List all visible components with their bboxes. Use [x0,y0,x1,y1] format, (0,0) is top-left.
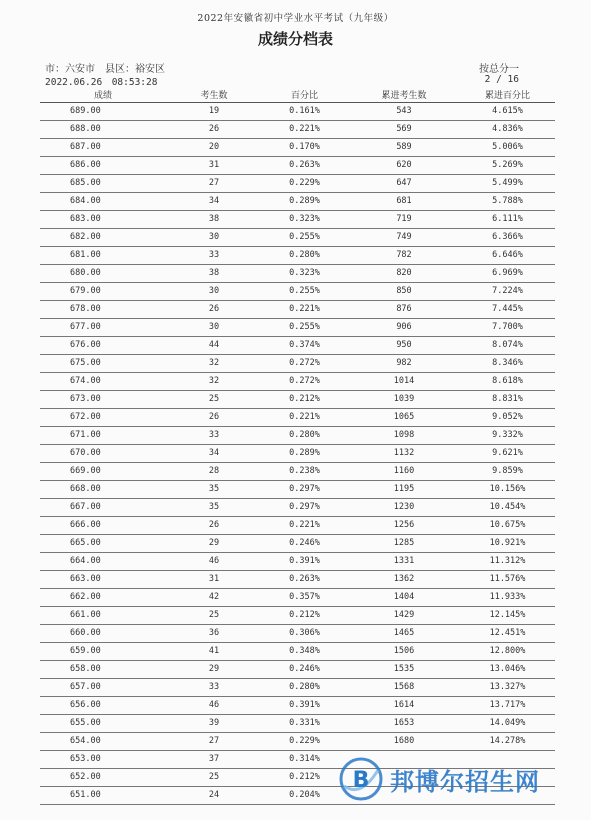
percent-cell: 0.221% [261,301,348,319]
cumulative-count-cell: 1506 [348,643,460,661]
score-cell: 676.00 [40,337,167,355]
score-cell: 682.00 [40,229,167,247]
count-cell: 26 [167,517,261,535]
percent-cell: 0.280% [261,427,348,445]
cumulative-percent-cell: 13.717% [460,697,555,715]
score-cell: 681.00 [40,247,167,265]
score-cell: 674.00 [40,373,167,391]
table-row [40,103,555,121]
cumulative-count-cell: 1465 [348,625,460,643]
cumulative-count-cell: 1039 [348,391,460,409]
sort-note: 按总分一 [479,64,519,75]
cumulative-percent-cell: 10.454% [460,499,555,517]
cumulative-percent-cell: 9.859% [460,463,555,481]
cumulative-percent-cell: 9.332% [460,427,555,445]
cumulative-percent-cell: 8.831% [460,391,555,409]
cumulative-percent-cell: 10.156% [460,481,555,499]
table-row [40,157,555,175]
percent-cell: 0.229% [261,175,348,193]
count-cell: 26 [167,409,261,427]
cumulative-percent-cell: 11.312% [460,553,555,571]
count-cell: 27 [167,733,261,751]
percent-cell: 0.289% [261,445,348,463]
count-cell: 24 [167,787,261,805]
table-row [40,139,555,157]
count-cell: 25 [167,607,261,625]
percent-cell: 0.297% [261,499,348,517]
count-cell: 36 [167,625,261,643]
table-row [40,391,555,409]
score-cell: 659.00 [40,643,167,661]
column-header-cumulative-count: 累进考生数 [348,86,460,103]
cumulative-percent-cell: 12.800% [460,643,555,661]
count-cell: 25 [167,769,261,787]
percent-cell: 0.348% [261,643,348,661]
percent-cell: 0.246% [261,661,348,679]
count-cell: 19 [167,103,261,121]
percent-cell: 0.297% [261,481,348,499]
cumulative-percent-cell: 5.499% [460,175,555,193]
count-cell: 31 [167,157,261,175]
cumulative-percent-cell: 4.615% [460,103,555,121]
score-cell: 653.00 [40,751,167,769]
cumulative-count-cell: 1195 [348,481,460,499]
count-cell: 27 [167,175,261,193]
table-row [40,337,555,355]
score-cell: 671.00 [40,427,167,445]
table-row [40,265,555,283]
cumulative-percent-cell: 10.675% [460,517,555,535]
score-cell: 685.00 [40,175,167,193]
percent-cell: 0.161% [261,103,348,121]
cumulative-percent-cell: 6.111% [460,211,555,229]
count-cell: 29 [167,535,261,553]
score-cell: 666.00 [40,517,167,535]
score-cell: 672.00 [40,409,167,427]
count-cell: 30 [167,229,261,247]
count-cell: 38 [167,211,261,229]
percent-cell: 0.272% [261,373,348,391]
watermark [338,754,578,804]
table-row [40,733,555,751]
watermark-logo-letter: B [352,768,370,793]
percent-cell: 0.314% [261,751,348,769]
cumulative-percent-cell: 11.933% [460,589,555,607]
count-cell: 30 [167,283,261,301]
percent-cell: 0.221% [261,517,348,535]
cumulative-percent-cell: 5.788% [460,193,555,211]
cumulative-count-cell: 982 [348,355,460,373]
count-cell: 28 [167,463,261,481]
percent-cell: 0.280% [261,679,348,697]
cumulative-count-cell: 1535 [348,661,460,679]
percent-cell: 0.255% [261,319,348,337]
percent-cell: 0.255% [261,283,348,301]
cumulative-percent-cell: 8.346% [460,355,555,373]
table-row [40,211,555,229]
cumulative-count-cell: 647 [348,175,460,193]
cumulative-count-cell: 620 [348,157,460,175]
percent-cell: 0.170% [261,139,348,157]
cumulative-percent-cell: 7.445% [460,301,555,319]
score-cell: 657.00 [40,679,167,697]
percent-cell: 0.323% [261,265,348,283]
cumulative-count-cell: 950 [348,337,460,355]
score-cell: 675.00 [40,355,167,373]
cumulative-percent-cell: 4.836% [460,121,555,139]
table-row [40,409,555,427]
score-cell: 652.00 [40,769,167,787]
cumulative-percent-cell: 14.049% [460,715,555,733]
location-label: 市：六安市 县区：裕安区 [45,64,165,75]
count-cell: 32 [167,355,261,373]
percent-cell: 0.323% [261,211,348,229]
table-row [40,643,555,661]
percent-cell: 0.331% [261,715,348,733]
count-cell: 42 [167,589,261,607]
table-header-row [40,86,555,103]
cumulative-count-cell: 850 [348,283,460,301]
table-row [40,229,555,247]
cumulative-percent-cell: 10.921% [460,535,555,553]
score-cell: 660.00 [40,625,167,643]
count-cell: 25 [167,391,261,409]
cumulative-count-cell: 1568 [348,679,460,697]
column-header-cumulative-percent: 累进百分比 [460,86,555,103]
score-cell: 667.00 [40,499,167,517]
percent-cell: 0.229% [261,733,348,751]
table-row [40,607,555,625]
cumulative-count-cell: 820 [348,265,460,283]
table-row [40,625,555,643]
cumulative-count-cell: 1132 [348,445,460,463]
percent-cell: 0.212% [261,607,348,625]
cumulative-count-cell: 1331 [348,553,460,571]
page-title: 成绩分档表 [257,30,333,48]
score-cell: 664.00 [40,553,167,571]
score-cell: 656.00 [40,697,167,715]
table-row [40,445,555,463]
score-cell: 662.00 [40,589,167,607]
table-row [40,463,555,481]
count-cell: 34 [167,193,261,211]
cumulative-count-cell: 1404 [348,589,460,607]
table-row [40,283,555,301]
score-cell: 668.00 [40,481,167,499]
cumulative-percent-cell: 7.224% [460,283,555,301]
column-header-percent: 百分比 [261,86,348,103]
count-cell: 41 [167,643,261,661]
cumulative-percent-cell: 14.278% [460,733,555,751]
percent-cell: 0.289% [261,193,348,211]
score-cell: 687.00 [40,139,167,157]
cumulative-count-cell: 543 [348,103,460,121]
cumulative-count-cell: 1160 [348,463,460,481]
score-cell: 677.00 [40,319,167,337]
count-cell: 44 [167,337,261,355]
cumulative-count-cell: 1429 [348,607,460,625]
score-cell: 689.00 [40,103,167,121]
score-cell: 684.00 [40,193,167,211]
cumulative-percent-cell: 13.046% [460,661,555,679]
datetime-label: 2022.06.26 08:53:28 [45,77,158,88]
cumulative-count-cell: 681 [348,193,460,211]
count-cell: 33 [167,679,261,697]
table-body [40,103,555,805]
table-row [40,319,555,337]
percent-cell: 0.204% [261,787,348,805]
cumulative-count-cell: 1230 [348,499,460,517]
cumulative-percent-cell: 6.646% [460,247,555,265]
cumulative-percent-cell: 6.366% [460,229,555,247]
count-cell: 20 [167,139,261,157]
percent-cell: 0.246% [261,535,348,553]
percent-cell: 0.212% [261,391,348,409]
count-cell: 46 [167,697,261,715]
cumulative-percent-cell: 8.618% [460,373,555,391]
column-header-score: 成绩 [40,86,167,103]
table-row [40,247,555,265]
score-cell: 654.00 [40,733,167,751]
count-cell: 29 [167,661,261,679]
table-row [40,301,555,319]
table-row [40,571,555,589]
cumulative-percent-cell: 7.700% [460,319,555,337]
score-cell: 665.00 [40,535,167,553]
table-row [40,517,555,535]
table-row [40,499,555,517]
cumulative-count-cell: 782 [348,247,460,265]
score-cell: 686.00 [40,157,167,175]
exam-header: 2022年安徽省初中学业水平考试（九年级） [197,13,394,24]
cumulative-count-cell: 1285 [348,535,460,553]
table-row [40,679,555,697]
cumulative-count-cell: 876 [348,301,460,319]
percent-cell: 0.272% [261,355,348,373]
table-row [40,427,555,445]
count-cell: 26 [167,121,261,139]
column-header-count: 考生数 [167,86,261,103]
score-cell: 658.00 [40,661,167,679]
watermark-text: 邦博尔招生网 [390,767,540,796]
count-cell: 34 [167,445,261,463]
cumulative-count-cell: 749 [348,229,460,247]
cumulative-percent-cell: 12.451% [460,625,555,643]
percent-cell: 0.306% [261,625,348,643]
percent-cell: 0.221% [261,409,348,427]
watermark-logo-icon [338,756,384,802]
score-cell: 679.00 [40,283,167,301]
table-row [40,373,555,391]
table-row [40,589,555,607]
cumulative-percent-cell: 6.969% [460,265,555,283]
table-row [40,553,555,571]
score-cell: 663.00 [40,571,167,589]
percent-cell: 0.212% [261,769,348,787]
cumulative-percent-cell: 8.074% [460,337,555,355]
cumulative-count-cell: 1680 [348,733,460,751]
score-cell: 651.00 [40,787,167,805]
count-cell: 35 [167,499,261,517]
cumulative-count-cell: 1014 [348,373,460,391]
cumulative-percent-cell: 11.576% [460,571,555,589]
page-number: 2 / 16 [484,74,519,85]
percent-cell: 0.238% [261,463,348,481]
cumulative-count-cell: 1614 [348,697,460,715]
cumulative-count-cell: 1098 [348,427,460,445]
score-cell: 688.00 [40,121,167,139]
percent-cell: 0.263% [261,157,348,175]
count-cell: 31 [167,571,261,589]
cumulative-percent-cell: 9.052% [460,409,555,427]
count-cell: 33 [167,427,261,445]
table-row [40,193,555,211]
score-distribution-table [40,86,555,805]
percent-cell: 0.357% [261,589,348,607]
cumulative-count-cell: 1256 [348,517,460,535]
count-cell: 37 [167,751,261,769]
cumulative-count-cell: 1065 [348,409,460,427]
cumulative-count-cell: 1362 [348,571,460,589]
count-cell: 32 [167,373,261,391]
count-cell: 39 [167,715,261,733]
table-row [40,481,555,499]
score-cell: 680.00 [40,265,167,283]
count-cell: 35 [167,481,261,499]
cumulative-percent-cell: 5.006% [460,139,555,157]
score-cell: 683.00 [40,211,167,229]
percent-cell: 0.221% [261,121,348,139]
cumulative-percent-cell: 13.327% [460,679,555,697]
cumulative-count-cell: 1653 [348,715,460,733]
count-cell: 46 [167,553,261,571]
score-cell: 673.00 [40,391,167,409]
count-cell: 26 [167,301,261,319]
percent-cell: 0.263% [261,571,348,589]
table-row [40,175,555,193]
percent-cell: 0.255% [261,229,348,247]
cumulative-count-cell: 906 [348,319,460,337]
score-cell: 661.00 [40,607,167,625]
cumulative-count-cell: 569 [348,121,460,139]
percent-cell: 0.391% [261,697,348,715]
cumulative-percent-cell: 5.269% [460,157,555,175]
count-cell: 30 [167,319,261,337]
cumulative-count-cell: 589 [348,139,460,157]
score-cell: 678.00 [40,301,167,319]
percent-cell: 0.280% [261,247,348,265]
score-cell: 655.00 [40,715,167,733]
cumulative-percent-cell: 9.621% [460,445,555,463]
percent-cell: 0.374% [261,337,348,355]
table-row [40,697,555,715]
score-cell: 670.00 [40,445,167,463]
cumulative-percent-cell: 12.145% [460,607,555,625]
table-row [40,355,555,373]
count-cell: 33 [167,247,261,265]
percent-cell: 0.391% [261,553,348,571]
score-cell: 669.00 [40,463,167,481]
cumulative-count-cell: 719 [348,211,460,229]
table-row [40,535,555,553]
table-row [40,661,555,679]
table-row [40,715,555,733]
count-cell: 38 [167,265,261,283]
table-row [40,121,555,139]
